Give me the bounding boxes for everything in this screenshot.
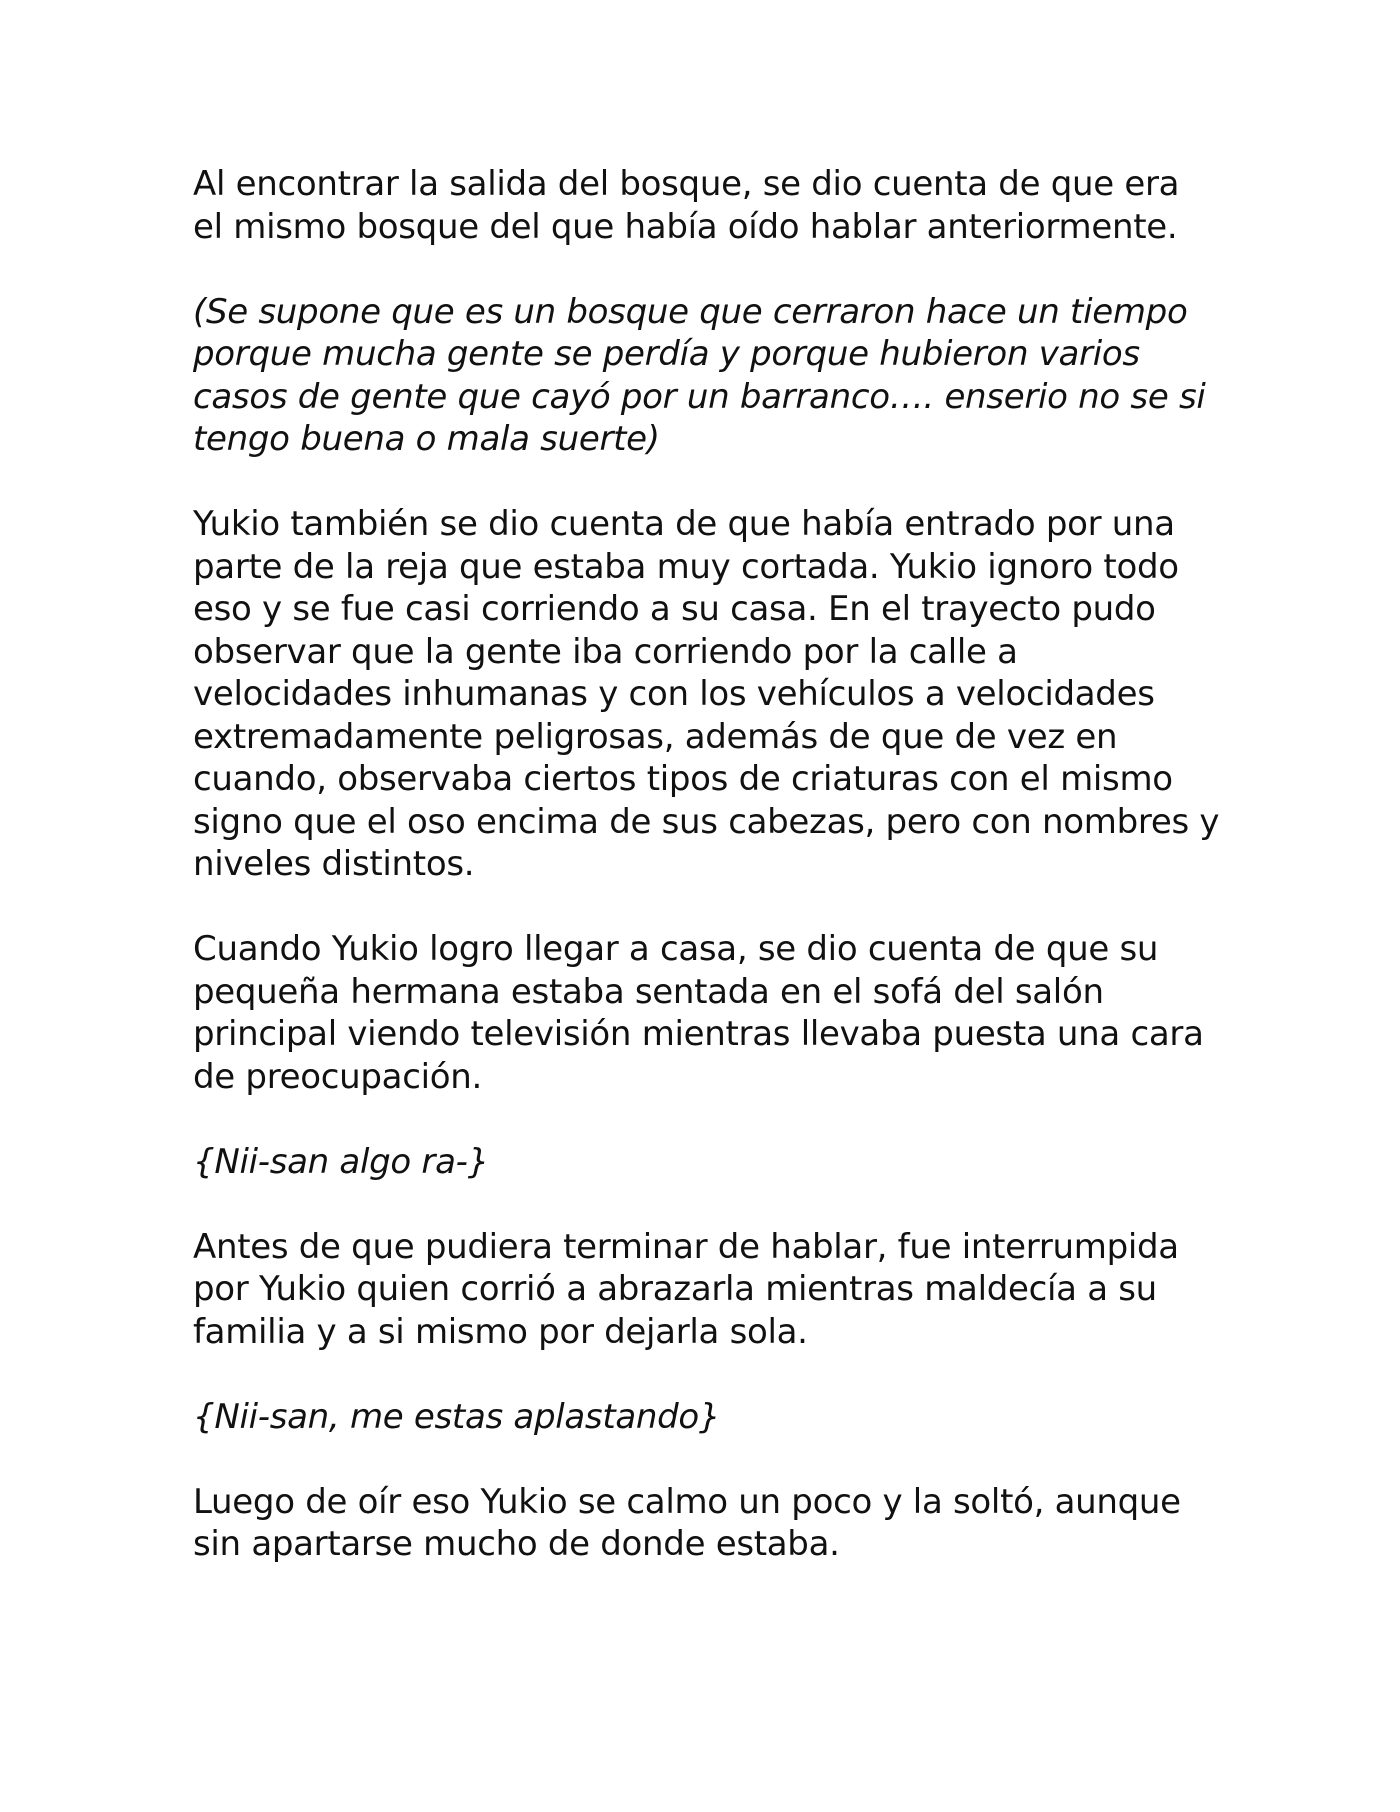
text-line: (Se supone que es un bosque que cerraron hace un tiempo [193, 291, 1188, 332]
text-line: parte de la reja que estaba muy cortada. Yukio ignoro todo [193, 546, 1179, 587]
text-line: de preocupación. [193, 1056, 482, 1097]
text-line: niveles distintos. [193, 844, 475, 884]
text-line: {Nii-san, me estas aplastando} [193, 1396, 721, 1437]
text-line: cuando, observaba ciertos tipos de criaturas con el mismo [193, 759, 1173, 799]
paragraph-dialogue-2 [193, 1396, 1223, 1439]
document-page [193, 163, 1223, 1608]
text-line: Luego de oír eso Yukio se calmo un poco y la soltó, aunque [193, 1481, 1181, 1522]
text-line: familia y a si mismo por dejarla sola. [193, 1311, 808, 1352]
text-line: principal viendo televisión mientras llevaba puesta una cara [193, 1014, 1204, 1054]
paragraph-arrival-home [193, 928, 1223, 1098]
text-line: Yukio también se dio cuenta de que había entrado por una [193, 504, 1175, 544]
text-line: el mismo bosque del que había oído hablar anteriormente. [193, 206, 1178, 247]
text-line: porque mucha gente se perdía y porque hubieron varios [193, 334, 1140, 374]
text-line: por Yukio quien corrió a abrazarla mientras maldecía a su [193, 1269, 1157, 1309]
paragraph-forest-exit [193, 163, 1223, 248]
text-line: pequeña hermana estaba sentada en el sofá del salón [193, 971, 1104, 1012]
text-line: {Nii-san algo ra-} [193, 1141, 489, 1182]
text-line: Antes de que pudiera terminar de hablar, fue interrumpida [193, 1226, 1179, 1267]
text-line: sin apartarse mucho de donde estaba. [193, 1524, 840, 1564]
text-line: casos de gente que cayó por un barranco…. enserio no se si [193, 376, 1206, 417]
text-line: Cuando Yukio logro llegar a casa, se dio cuenta de que su [193, 929, 1159, 969]
paragraph-inner-thought [193, 291, 1223, 461]
paragraph-calm-down [193, 1481, 1223, 1566]
paragraph-dialogue-1 [193, 1141, 1223, 1184]
text-line: velocidades inhumanas y con los vehículos a velocidades [193, 674, 1155, 714]
paragraph-way-home [193, 503, 1223, 886]
paragraph-embrace [193, 1226, 1223, 1354]
text-line: signo que el oso encima de sus cabezas, pero con nombres y [193, 801, 1220, 842]
text-line: extremadamente peligrosas, además de que de vez en [193, 716, 1118, 757]
text-line: Al encontrar la salida del bosque, se dio cuenta de que era [193, 164, 1180, 204]
text-line: observar que la gente iba corriendo por la calle a [193, 631, 1018, 672]
text-line: eso y se fue casi corriendo a su casa. En el trayecto pudo [193, 589, 1156, 629]
text-line: tengo buena o mala suerte) [193, 419, 660, 459]
